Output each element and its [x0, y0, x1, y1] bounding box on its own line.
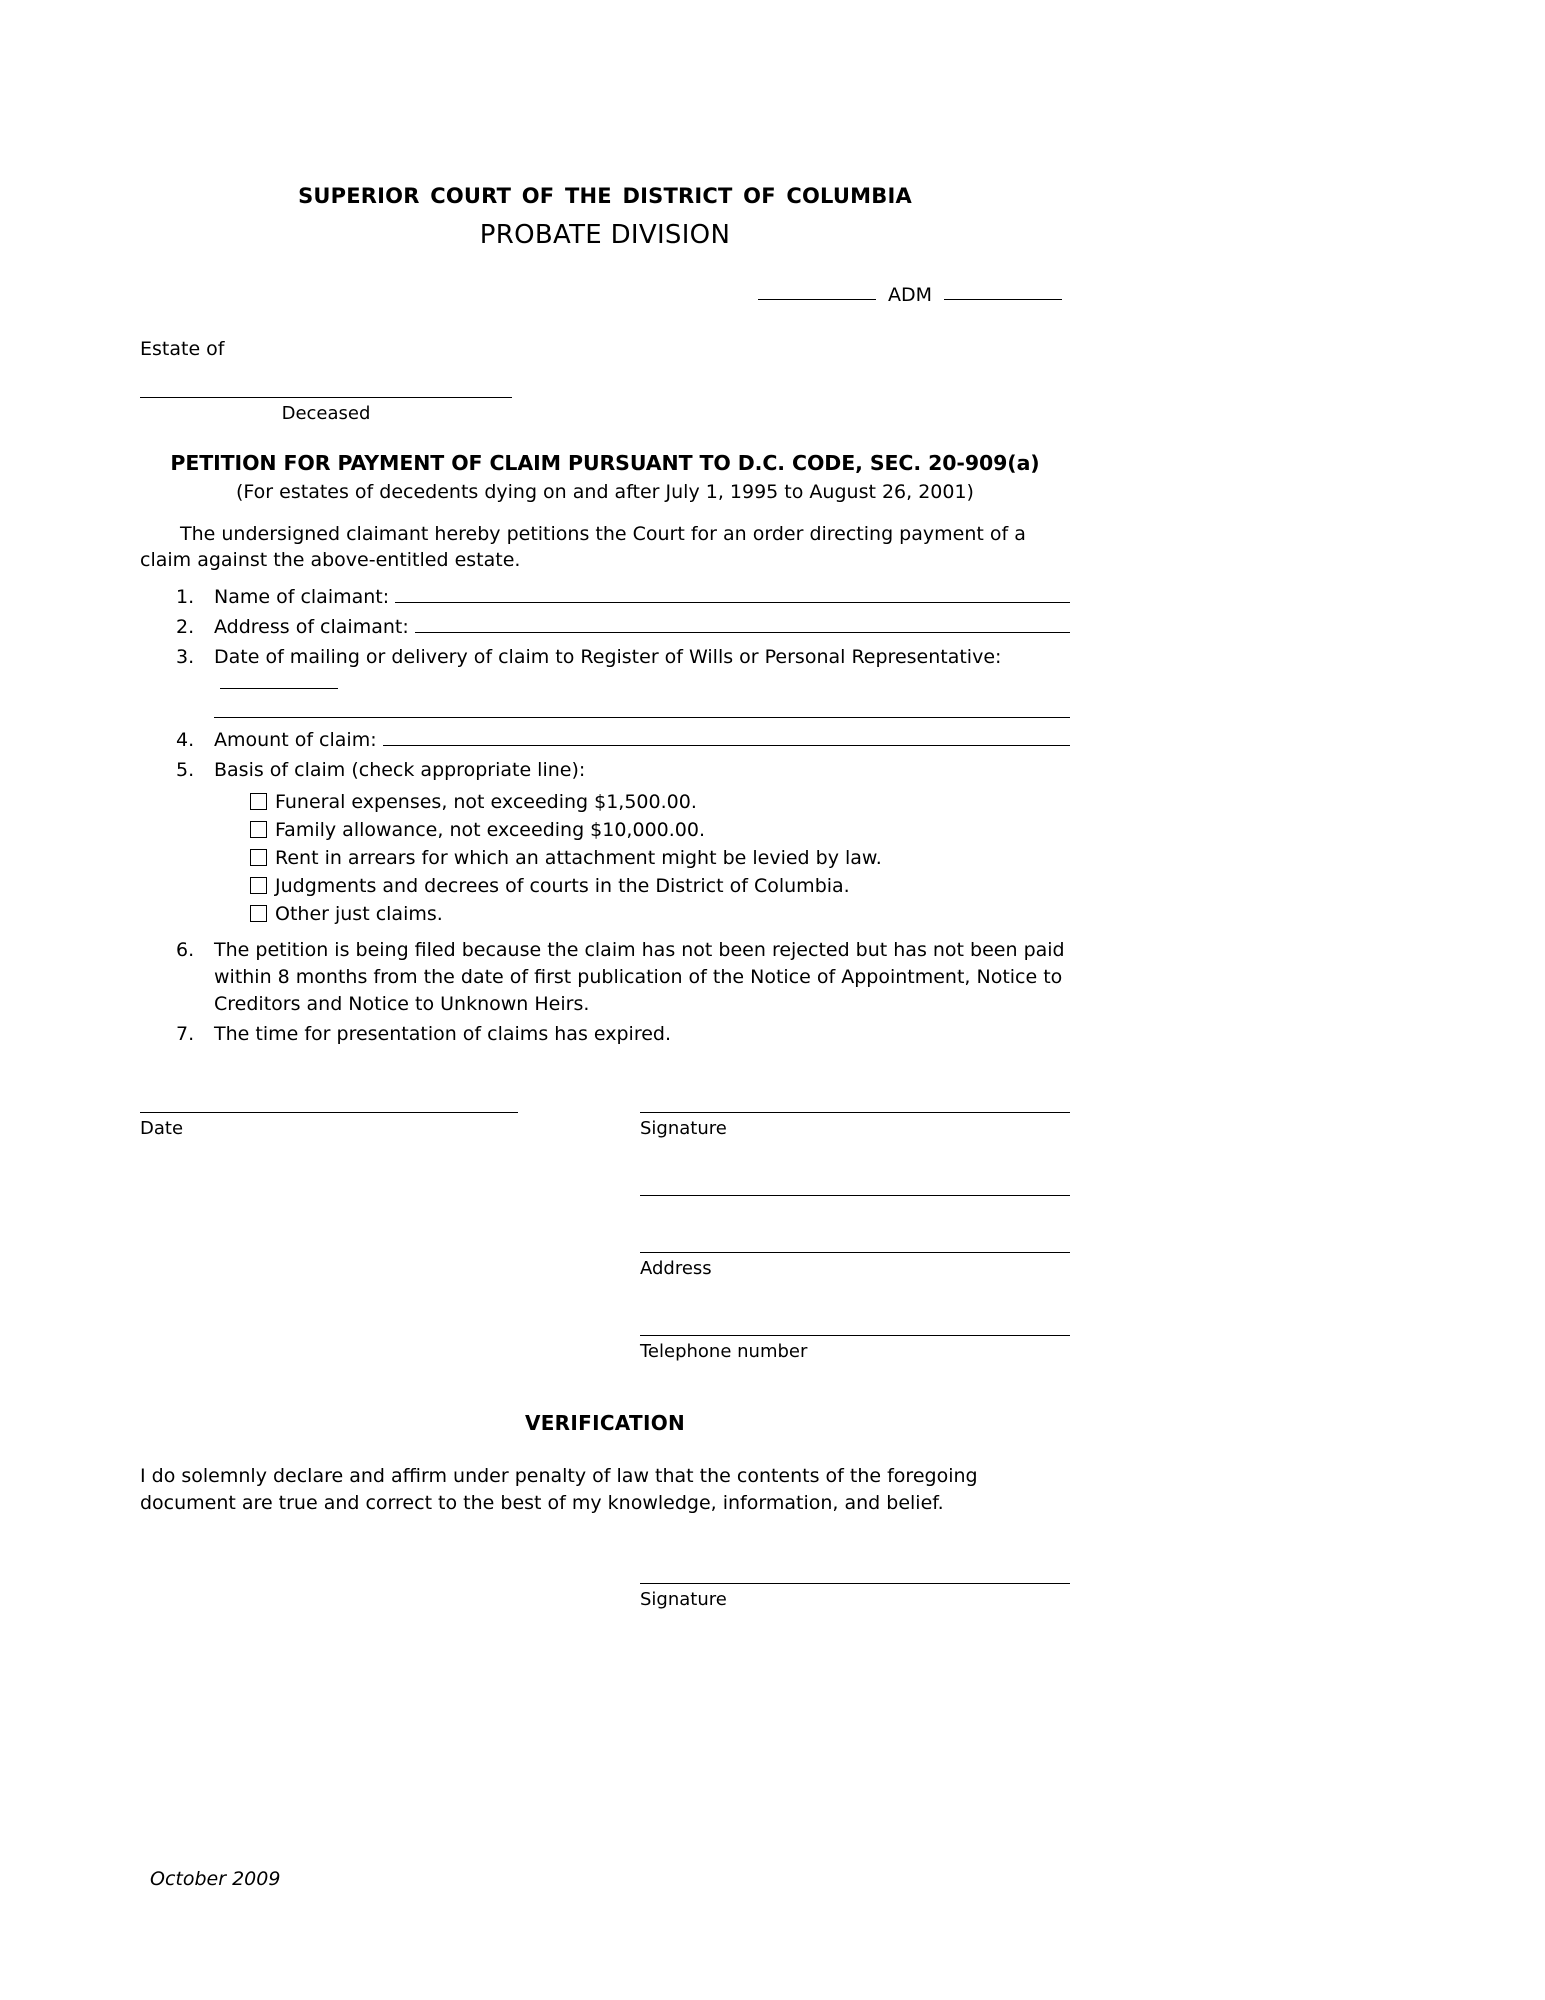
item-number: 3. — [176, 645, 195, 668]
document-body — [140, 0, 1070, 1652]
checkbox-icon[interactable] — [250, 793, 267, 810]
checkbox-row-family-allowance[interactable] — [250, 817, 1070, 844]
checkbox-row-other-just-claims[interactable] — [250, 901, 1070, 928]
verification-paragraph: I do solemnly declare and affirm under penalty of law that the contents of the foregoing document are true and correct to the best of my knowledge, information, and belief. — [140, 1465, 978, 1514]
petition-items-list — [140, 584, 1070, 1048]
list-item-reason-for-filing — [140, 937, 1070, 1018]
address-label: Address — [640, 1258, 712, 1280]
division-title: PROBATE DIVISION — [479, 219, 731, 250]
item-number: 5. — [176, 758, 195, 781]
verification-signature-label: Signature — [640, 1588, 727, 1610]
court-title: superior court of the district of columbia — [298, 176, 912, 211]
list-item-basis-of-claim — [140, 757, 1070, 929]
petition-subtitle: (For estates of decedents dying on and after July 1, 1995 to August 26, 2001) — [236, 480, 974, 503]
verification-title: VERIFICATION — [524, 1411, 686, 1436]
name-of-claimant-field[interactable] — [395, 588, 1070, 603]
basis-of-claim-checkbox-group — [250, 789, 1070, 928]
checkbox-label: Funeral expenses, not exceeding $1,500.00. — [275, 790, 697, 813]
item-label: The petition is being filed because the claim has not been rejected but has not been paid within 8 months from the date of first publication of the Notice of Appointment, Notice to Creditors and Notice to Unknown Heirs. — [214, 938, 1065, 1015]
checkbox-icon[interactable] — [250, 905, 267, 922]
item-label: Amount of claim: — [214, 728, 377, 751]
checkbox-row-judgments-and-decrees[interactable] — [250, 873, 1070, 900]
checkbox-icon[interactable] — [250, 821, 267, 838]
list-item-amount-of-claim — [140, 727, 1070, 754]
item-number: 4. — [176, 728, 195, 751]
verification-signature-group — [140, 1582, 1070, 1652]
claimant-signature-group — [640, 1111, 1070, 1362]
checkbox-label: Family allowance, not exceeding $10,000.00. — [275, 818, 705, 841]
form-revision-date: October 2009 — [150, 1868, 281, 1890]
checkbox-row-funeral-expenses[interactable] — [250, 789, 1070, 816]
case-number-prefix-field[interactable] — [758, 284, 876, 300]
checkbox-row-rent-in-arrears[interactable] — [250, 845, 1070, 872]
item-number: 2. — [176, 615, 195, 638]
petition-title: PETITION FOR PAYMENT OF CLAIM PURSUANT TO D.C. CODE, SEC. 20-909(a) — [170, 450, 1040, 475]
list-item-time-expired — [140, 1021, 1070, 1048]
signature-label: Signature — [640, 1118, 727, 1140]
list-item-date-of-mailing — [140, 644, 1070, 718]
signature-block — [140, 1111, 1070, 1371]
telephone-label: Telephone number — [640, 1341, 808, 1363]
estate-of-label: Estate of — [140, 337, 225, 360]
deceased-label: Deceased — [281, 402, 371, 424]
address-of-claimant-field[interactable] — [415, 618, 1070, 633]
checkbox-label: Rent in arrears for which an attachment might be levied by law. — [275, 846, 882, 869]
date-of-mailing-field-continued[interactable] — [214, 702, 1070, 718]
case-number-suffix-field[interactable] — [944, 284, 1062, 300]
petition-intro-paragraph: The undersigned claimant hereby petitions the Court for an order directing payment of a claim against the above-entitled estate. — [140, 522, 1026, 571]
checkbox-label: Other just claims. — [275, 902, 443, 925]
item-label: The time for presentation of claims has expired. — [214, 1022, 672, 1045]
item-label: Date of mailing or delivery of claim to Register of Wills or Personal Representative: — [214, 645, 1002, 668]
amount-of-claim-field[interactable] — [383, 731, 1070, 746]
checkbox-icon[interactable] — [250, 849, 267, 866]
date-label: Date — [140, 1118, 184, 1140]
item-label: Address of claimant: — [214, 615, 409, 638]
date-group — [140, 1111, 518, 1139]
list-item-address-of-claimant — [140, 614, 1070, 641]
item-label: Name of claimant: — [214, 585, 390, 608]
checkbox-icon[interactable] — [250, 877, 267, 894]
adm-label: ADM — [887, 283, 932, 306]
list-item-name-of-claimant — [140, 584, 1070, 611]
case-number-row — [140, 284, 1070, 306]
item-number: 1. — [176, 585, 195, 608]
item-label: Basis of claim (check appropriate line): — [214, 758, 586, 781]
item-number: 6. — [176, 938, 195, 961]
item-number: 7. — [176, 1022, 195, 1045]
checkbox-label: Judgments and decrees of courts in the District of Columbia. — [275, 874, 850, 897]
date-of-mailing-field[interactable] — [220, 674, 338, 689]
